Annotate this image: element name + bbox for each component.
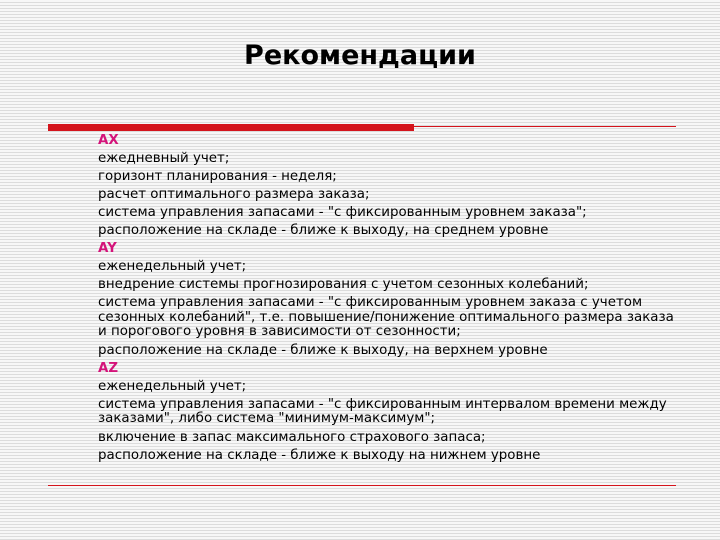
list-item: расположение на складе - ближе к выходу, на среднем уровне (98, 223, 549, 238)
list-item: система управления запасами - "с фиксированным интервалом времени между заказами", либо система "минимум-максимум"; (98, 396, 667, 426)
slide-title: Рекомендации (244, 40, 476, 71)
bottom-divider (48, 485, 676, 486)
list-item: включение в запас максимального страхового запаса; (98, 429, 486, 445)
list-item: расположение на складе - ближе к выходу, на верхнем уровне (98, 342, 548, 358)
section-heading-ay: AY (98, 241, 117, 256)
list-item: система управления запасами - "с фиксированным уровнем заказа"; (98, 205, 587, 220)
list-item: система управления запасами - "с фиксированным уровнем заказа с учетом сезонных колебаний", т.е. повышение/понижение оптимального размера заказа и порогового уровня в зависимости от сезонности; (98, 295, 674, 339)
list-item: ежедневный учет; (98, 151, 230, 166)
list-item: еженедельный учет; (98, 378, 247, 394)
list-item: расчет оптимального размера заказа; (98, 187, 370, 202)
recommendations-list (98, 132, 678, 465)
title-underline-thin (414, 126, 676, 127)
title-underline-thick (48, 124, 414, 131)
list-item: расположение на складе - ближе к выходу на нижнем уровне (98, 447, 541, 463)
list-item: еженедельный учет; (98, 259, 247, 274)
list-item: горизонт планирования - неделя; (98, 169, 337, 184)
section-heading-ax: AX (98, 133, 119, 148)
section-heading-az: AZ (98, 360, 119, 376)
list-item: внедрение системы прогнозирования с учетом сезонных колебаний; (98, 277, 589, 292)
